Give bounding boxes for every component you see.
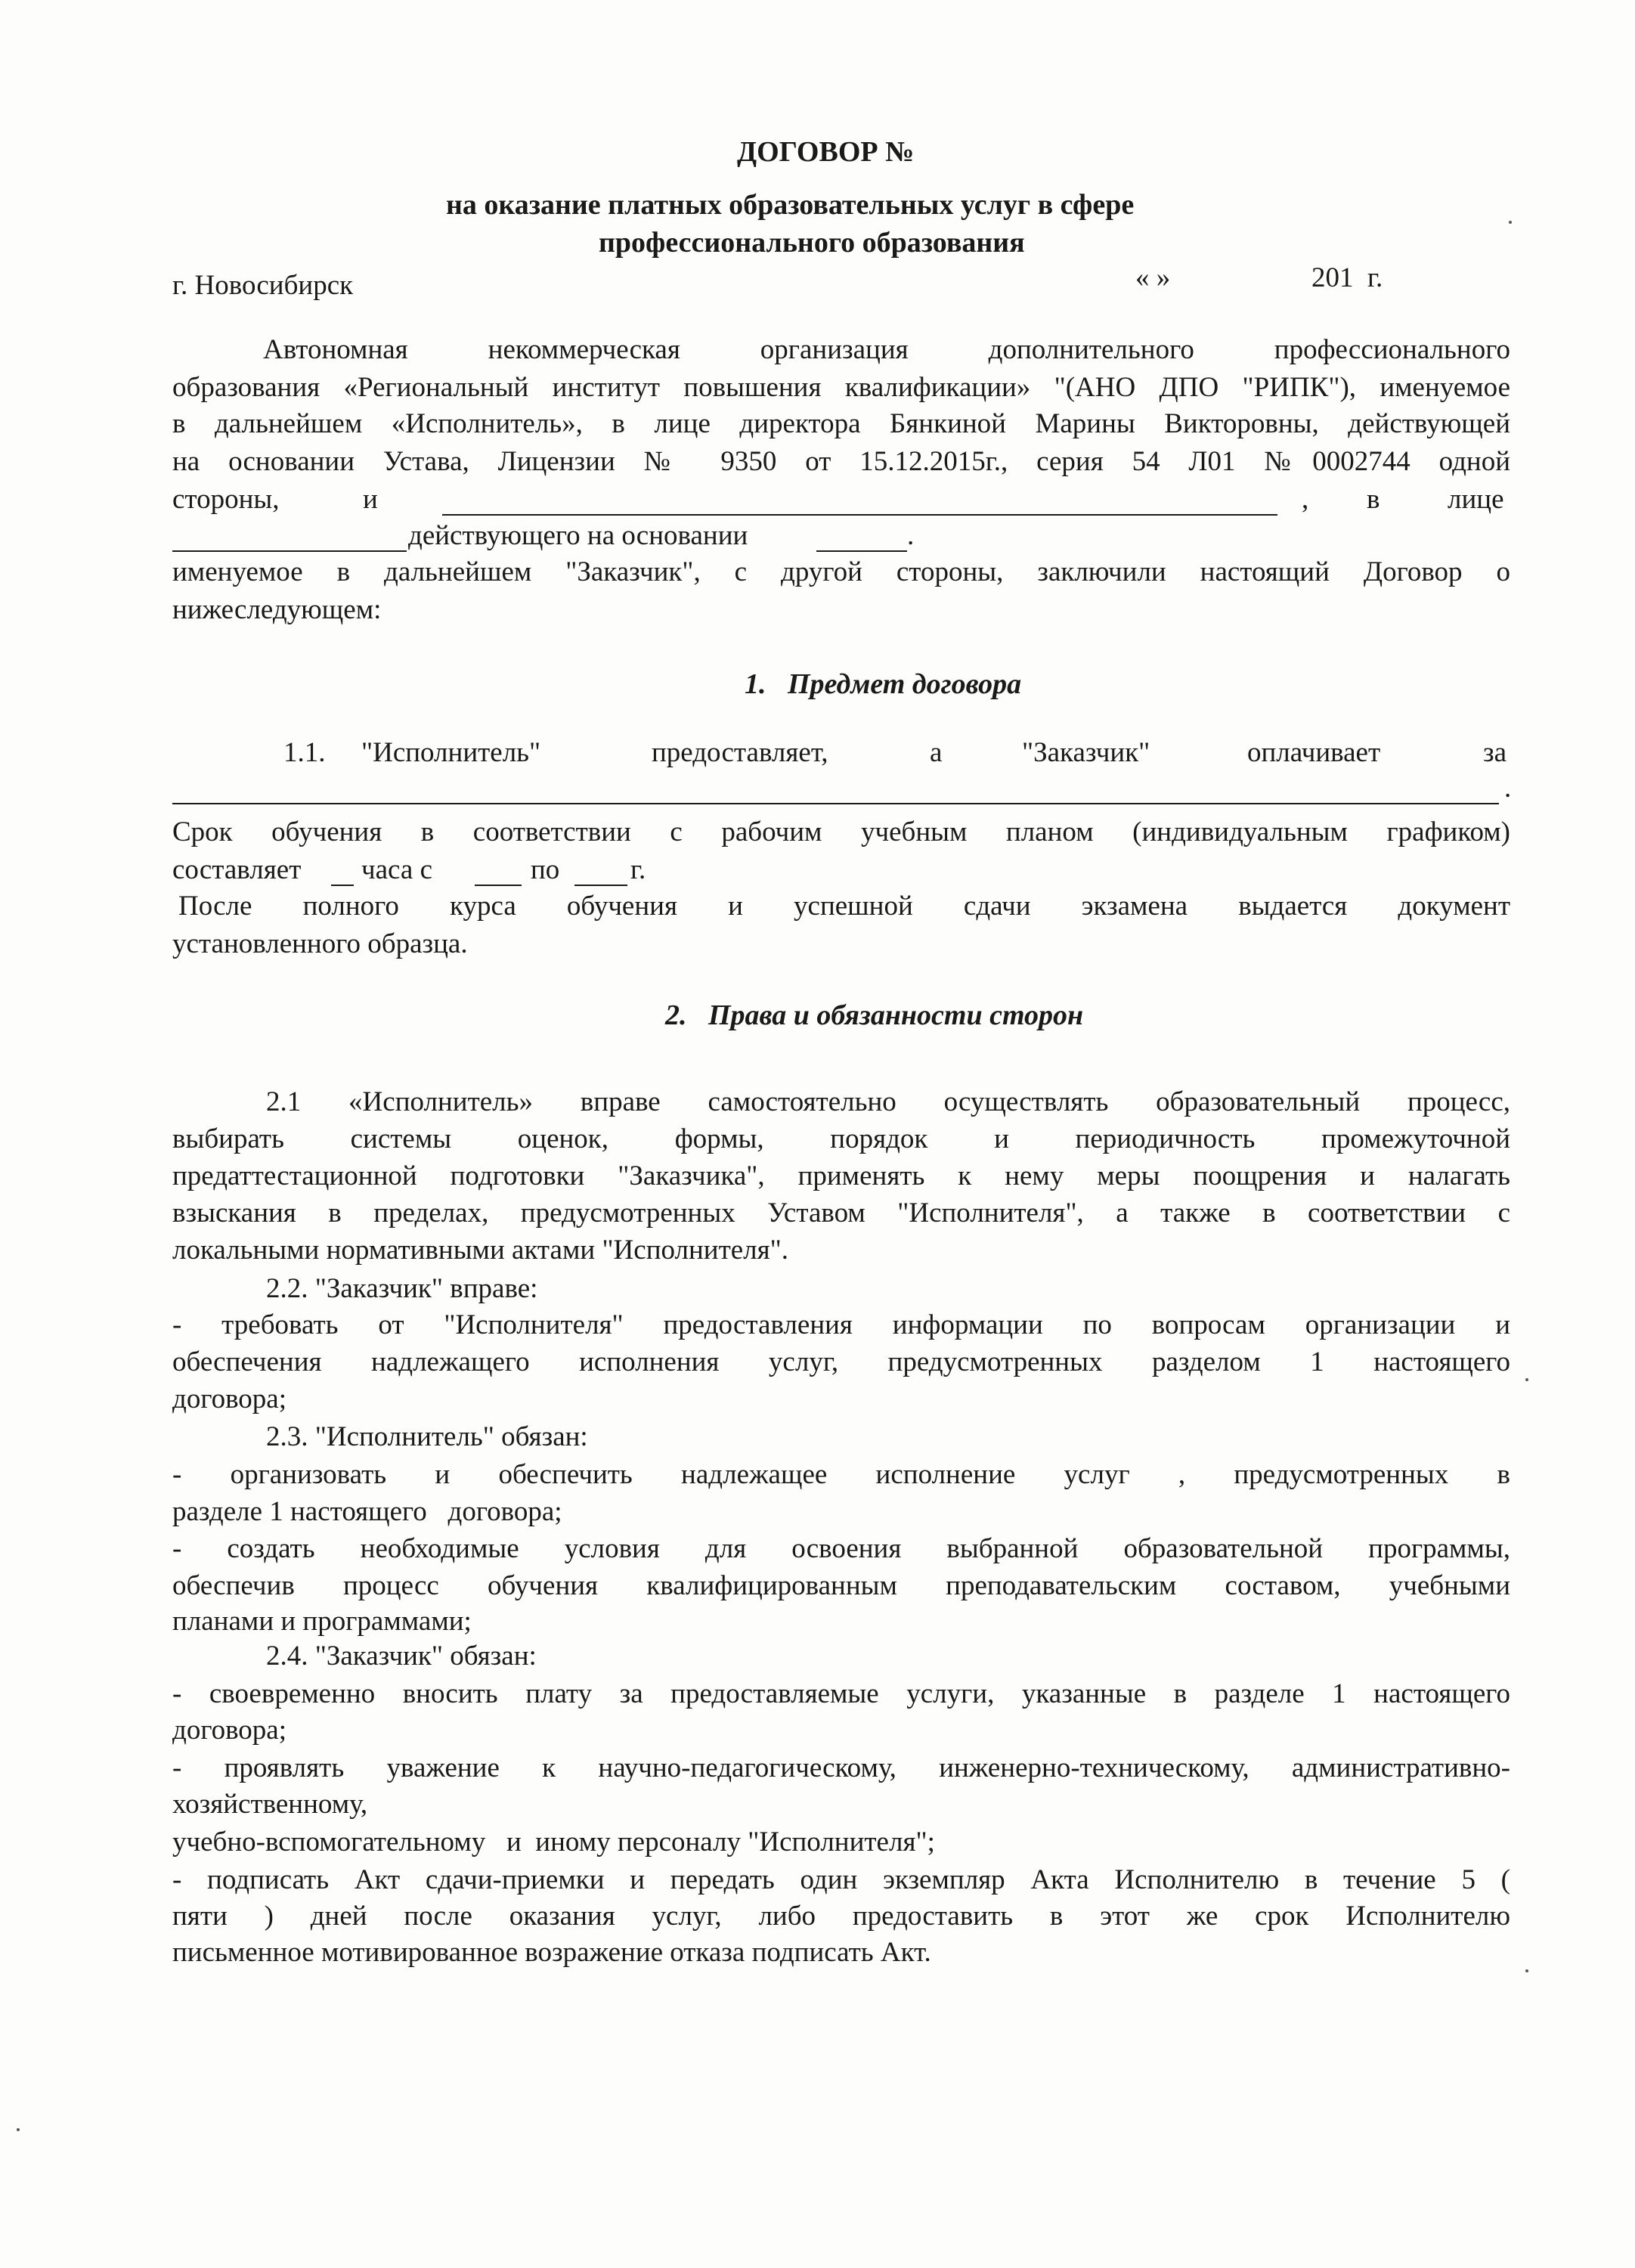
clause-2-4-line-3: - проявлять уважение к научно-педагогическому, инженерно-техническому, административно-	[172, 1752, 1510, 1783]
document-subtitle-line-1: на оказание платных образовательных услуг в сфере	[446, 189, 1135, 221]
service-blank-dot: .	[1504, 773, 1512, 804]
start-date-blank[interactable]	[475, 860, 522, 886]
section-2-heading: 2. Права и обязанности сторон	[665, 999, 1084, 1031]
clause-2-1-line-3: предаттестационной подготовки "Заказчика", применять к нему меры поощрения и налагать	[172, 1160, 1510, 1191]
intro-line-5-c: ,	[1302, 484, 1309, 515]
clause-1-1-customer: "Заказчик"	[1022, 737, 1150, 768]
clause-1-1-executor: "Исполнитель"	[361, 737, 541, 768]
term-line-2-d: г.	[630, 854, 646, 885]
clause-1-1-pays: оплачивает	[1247, 737, 1381, 768]
after-line-2: установленного образца.	[172, 928, 468, 959]
intro-line-4: на основании Устава, Лицензии № 9350 от 15.12.2015г., серия 54 Л01 №0002744 одной	[172, 446, 1510, 477]
intro-line-6-end: .	[907, 520, 915, 551]
term-line-2-c: по	[531, 854, 560, 885]
end-date-blank[interactable]	[574, 860, 627, 886]
clause-2-3-line-5: планами и программами;	[172, 1606, 472, 1637]
clause-2-1-line-4: взыскания в пределах, предусмотренных Уставом "Исполнителя", а также в соответствии с	[172, 1198, 1510, 1228]
basis-blank[interactable]	[816, 526, 907, 552]
intro-line-5-d: в	[1367, 484, 1380, 515]
clause-2-3-line-4: обеспечив процесс обучения квалифицированным преподавательским составом, учебными	[172, 1570, 1510, 1601]
clause-2-2-line-3: договора;	[172, 1383, 286, 1414]
scan-speck	[1509, 221, 1512, 224]
scan-speck	[1525, 1969, 1528, 1972]
clause-1-1-provides: предоставляет,	[652, 737, 828, 768]
clause-2-4-line-4: хозяйственному,	[172, 1789, 368, 1820]
clause-1-1-for: за	[1483, 737, 1507, 768]
clause-2-1-line-1: 2.1 «Исполнитель» вправе самостоятельно осуществлять образовательный процесс,	[266, 1086, 1510, 1117]
date-quotes: « »	[1135, 262, 1171, 293]
section-1-heading: 1. Предмет договора	[745, 668, 1022, 700]
clause-1-1-num: 1.1.	[283, 737, 326, 768]
term-line-2-b: часа с	[361, 854, 432, 885]
clause-2-2-line-1: - требовать от "Исполнителя" предоставления информации по вопросам организации и	[172, 1309, 1510, 1340]
clause-2-4-line-6: - подписать Акт сдачи-приемки и передать один экземпляр Акта Исполнителю в течение 5 (	[172, 1864, 1510, 1895]
document-title: ДОГОВОР №	[737, 136, 915, 168]
service-blank[interactable]	[172, 779, 1499, 804]
city: г. Новосибирск	[172, 270, 354, 301]
hours-blank[interactable]	[331, 860, 354, 886]
intro-line-5-a: стороны,	[172, 484, 280, 515]
clause-2-4-heading: 2.4. "Заказчик" обязан:	[266, 1641, 537, 1672]
clause-2-1-line-5: локальными нормативными актами "Исполнителя".	[172, 1235, 788, 1266]
clause-1-1-and: а	[930, 737, 943, 768]
intro-line-6: действующего на основании	[408, 520, 748, 551]
after-line-1: После полного курса обучения и успешной сдачи экзамена выдается документ	[178, 891, 1510, 922]
intro-line-3: в дальнейшем «Исполнитель», в лице директора Бянкиной Марины Викторовны, действующей	[172, 408, 1510, 439]
scan-speck	[1525, 1378, 1528, 1381]
clause-2-3-line-3: - создать необходимые условия для освоения выбранной образовательной программы,	[172, 1533, 1510, 1564]
clause-2-2-heading: 2.2. "Заказчик" вправе:	[266, 1273, 538, 1304]
intro-line-1: Автономная некоммерческая организация дополнительного профессионального	[263, 334, 1510, 365]
scan-speck	[17, 2128, 20, 2131]
representative-blank[interactable]	[172, 526, 407, 552]
intro-line-7: именуемое в дальнейшем "Заказчик", с другой стороны, заключили настоящий Договор о	[172, 556, 1510, 587]
clause-2-3-heading: 2.3. "Исполнитель" обязан:	[266, 1421, 588, 1452]
date-year: 201 г.	[1311, 262, 1383, 293]
term-line-1: Срок обучения в соответствии с рабочим учебным планом (индивидуальным графиком)	[172, 816, 1510, 847]
clause-2-4-line-1: - своевременно вносить плату за предоставляемые услуги, указанные в разделе 1 настоящего	[172, 1678, 1510, 1709]
clause-2-4-line-8: письменное мотивированное возражение отказа подписать Акт.	[172, 1937, 931, 1968]
intro-line-5-b: и	[363, 484, 378, 515]
intro-line-8: нижеследующем:	[172, 594, 382, 625]
term-line-2-a: составляет	[172, 854, 302, 885]
clause-2-4-line-7: пяти ) дней после оказания услуг, либо предоставить в этот же срок Исполнителю	[172, 1901, 1510, 1932]
clause-2-4-line-5: учебно-вспомогательному и иному персоналу "Исполнителя";	[172, 1826, 935, 1857]
document-subtitle-line-2: профессионального образования	[599, 227, 1025, 259]
intro-line-5-e: лице	[1448, 484, 1504, 515]
clause-2-3-line-1: - организовать и обеспечить надлежащее исполнение услуг , предусмотренных в	[172, 1459, 1510, 1490]
clause-2-4-line-2: договора;	[172, 1715, 286, 1746]
intro-line-2: образования «Региональный институт повышения квалификации» "(АНО ДПО "РИПК"), именуемое	[172, 372, 1510, 403]
counterparty-blank[interactable]	[442, 490, 1277, 516]
clause-2-2-line-2: обеспечения надлежащего исполнения услуг, предусмотренных разделом 1 настоящего	[172, 1346, 1510, 1377]
clause-2-1-line-2: выбирать системы оценок, формы, порядок и периодичность промежуточной	[172, 1123, 1510, 1154]
clause-2-3-line-2: разделе 1 настоящего договора;	[172, 1496, 562, 1527]
